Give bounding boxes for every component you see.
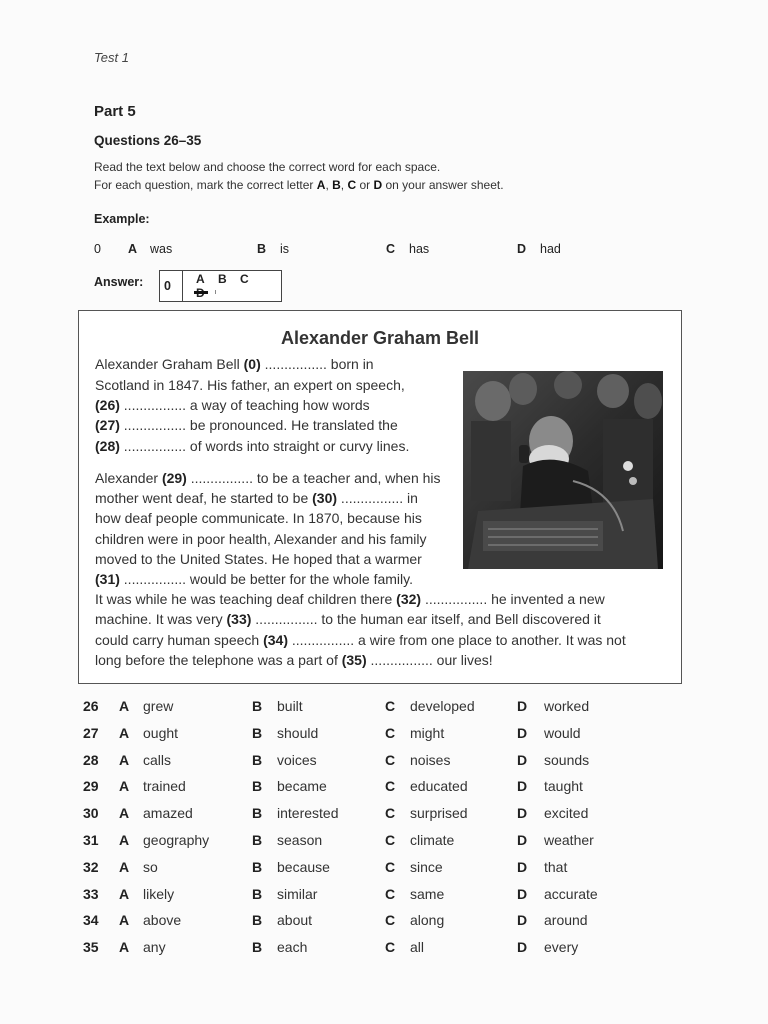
gap-number: (34): [263, 632, 288, 648]
option-letter: C: [385, 751, 396, 768]
option-letter: D: [517, 939, 528, 956]
option-word: weather: [544, 832, 594, 848]
article-text: could carry human speech: [95, 632, 264, 648]
answer-divider: [182, 271, 183, 301]
article-text: ................ our lives!: [366, 652, 493, 668]
gap-number: (27): [95, 417, 120, 433]
question-number: 30: [83, 805, 99, 822]
option-word: above: [143, 912, 182, 929]
option-word: similar: [277, 885, 318, 902]
answer-number: 0: [164, 279, 171, 293]
option-word: so: [143, 858, 158, 875]
answer-letter: C: [240, 272, 249, 286]
answer-letter: A: [196, 272, 205, 286]
article-line: [95, 356, 374, 372]
option-word: interested: [277, 805, 339, 822]
option-word: calls: [143, 751, 172, 768]
option-word: educated: [410, 778, 468, 795]
article-line: [95, 531, 427, 547]
part-title: Part 5: [94, 103, 136, 120]
photo-image: [463, 371, 663, 569]
article-line: [95, 652, 493, 668]
question-number: 26: [83, 698, 99, 714]
option-word: that: [544, 858, 568, 875]
answer-grid: [159, 270, 282, 302]
option-word: noises: [410, 751, 451, 768]
article-text: ................ to the human ear itself, and Bell discovered it: [251, 611, 601, 627]
question-row: [0, 859, 768, 881]
gap-number: (31): [95, 571, 120, 587]
example-number: 0: [94, 242, 101, 256]
question-row: [0, 778, 768, 800]
instruction-line-2: For each question, mark the correct letter A, B, C or D on your answer sheet.: [94, 178, 504, 192]
option-word: built: [277, 698, 303, 714]
example-label: Example:: [94, 212, 150, 226]
article-text: ................ a way of teaching how words: [119, 397, 370, 413]
question-number: 34: [83, 912, 99, 929]
question-number: 27: [83, 724, 99, 741]
answer-tick-b: [215, 290, 216, 294]
answer-letter: B: [218, 272, 227, 286]
option-word: amazed: [143, 805, 193, 822]
gap-number: (32): [396, 591, 422, 607]
article-text: ................ a wire from one place to another. It was not: [288, 632, 626, 648]
option-letter: A: [119, 832, 130, 848]
article-line: [95, 571, 413, 587]
option-word: developed: [410, 698, 475, 714]
option-letter: D: [517, 912, 528, 929]
option-letter: C: [385, 724, 396, 741]
article-line: [95, 490, 418, 506]
option-letter: B: [252, 912, 263, 929]
article-text: how deaf people communicate. In 1870, because his: [95, 510, 422, 526]
option-letter: C: [385, 698, 396, 714]
option-word: ought: [143, 724, 179, 741]
question-row: [0, 752, 768, 774]
option-letter: D: [517, 858, 528, 875]
article-text: ................ born in: [260, 356, 374, 372]
option-letter: D: [517, 698, 528, 714]
article-text: Alexander: [95, 470, 162, 486]
option-word: likely: [143, 885, 175, 902]
article-text: long before the telephone was a part of: [95, 652, 342, 668]
option-word: would: [544, 724, 581, 741]
question-number: 28: [83, 751, 99, 768]
article-line: [95, 397, 370, 413]
option-letter: D: [517, 832, 528, 848]
bell-telephone-photo: [463, 371, 663, 569]
gap-number: (33): [226, 611, 252, 627]
option-letter: C: [385, 885, 396, 902]
example-option-letter: A: [128, 242, 138, 256]
option-word: trained: [143, 778, 186, 795]
article-text: ................ of words into straight or curvy lines.: [119, 438, 410, 454]
example-option-letter: D: [517, 242, 527, 256]
page-header: Test 1: [94, 50, 129, 65]
article-line: [95, 470, 441, 486]
option-word: might: [410, 724, 445, 741]
article-line: [95, 591, 605, 607]
option-letter: D: [517, 778, 528, 795]
article-line: [95, 377, 405, 393]
option-letter: C: [385, 805, 396, 822]
example-option-word: was: [150, 242, 173, 256]
option-word: every: [544, 939, 579, 956]
question-number: 29: [83, 778, 99, 795]
option-letter: A: [119, 858, 130, 875]
option-word: around: [544, 912, 588, 929]
option-word: season: [277, 832, 323, 848]
option-word: about: [277, 912, 313, 929]
option-word: since: [410, 858, 443, 875]
article-text: children were in poor health, Alexander and his family: [95, 531, 427, 547]
option-letter: A: [119, 805, 130, 822]
option-word: excited: [544, 805, 589, 822]
question-number: 31: [83, 832, 99, 848]
gap-number: (26): [95, 397, 120, 413]
question-row: [0, 805, 768, 827]
article-line: [95, 611, 601, 627]
option-letter: D: [517, 751, 528, 768]
example-option-word: had: [540, 242, 561, 256]
option-letter: C: [385, 778, 396, 795]
option-letter: A: [119, 751, 130, 768]
option-word: accurate: [544, 885, 598, 902]
question-row: [0, 886, 768, 908]
question-row: [0, 912, 768, 934]
gap-number: (35): [341, 652, 367, 668]
option-word: climate: [410, 832, 455, 848]
example-option-word: is: [280, 242, 290, 256]
option-word: worked: [544, 698, 590, 714]
article-line: [95, 417, 398, 433]
question-number: 35: [83, 939, 99, 956]
option-letter: A: [119, 698, 130, 714]
article-text: ................ in: [337, 490, 418, 506]
article-text: Alexander Graham Bell: [95, 356, 244, 372]
instruction-line-1: Read the text below and choose the correct word for each space.: [94, 160, 441, 174]
article-text: ................ would be better for the whole family.: [119, 571, 413, 587]
option-letter: C: [385, 912, 396, 929]
option-letter: B: [252, 939, 263, 956]
option-word: any: [143, 939, 166, 956]
example-option-letter: B: [257, 242, 267, 256]
article-text: ................ to be a teacher and, when his: [186, 470, 441, 486]
option-word: geography: [143, 832, 210, 848]
gap-number: (28): [95, 438, 120, 454]
option-letter: B: [252, 858, 263, 875]
option-letter: D: [517, 805, 528, 822]
option-letter: D: [517, 885, 528, 902]
gap-number: (29): [161, 470, 187, 486]
gap-number: (0): [243, 356, 261, 372]
answer-label: Answer:: [94, 275, 144, 289]
option-letter: B: [252, 751, 263, 768]
option-letter: B: [252, 805, 263, 822]
article-text: moved to the United States. He hoped that a warmer: [95, 551, 422, 567]
option-letter: B: [252, 885, 263, 902]
option-letter: C: [385, 858, 396, 875]
option-letter: D: [517, 724, 528, 741]
answer-mark-a: [194, 291, 208, 294]
option-word: because: [277, 858, 330, 875]
question-row: [0, 939, 768, 961]
option-word: each: [277, 939, 308, 956]
option-letter: A: [119, 939, 130, 956]
option-word: same: [410, 885, 445, 902]
article-text: machine. It was very: [95, 611, 227, 627]
article-box: [78, 310, 682, 684]
option-letter: B: [252, 698, 263, 714]
article-text: ................ be pronounced. He translated the: [119, 417, 398, 433]
option-word: grew: [143, 698, 174, 714]
option-letter: C: [385, 832, 396, 848]
option-word: taught: [544, 778, 583, 795]
option-letter: A: [119, 885, 130, 902]
article-line: [95, 551, 422, 567]
option-letter: B: [252, 832, 263, 848]
question-number: 32: [83, 858, 99, 875]
option-letter: A: [119, 778, 130, 795]
question-row: [0, 832, 768, 854]
article-text: Scotland in 1847. His father, an expert on speech,: [95, 377, 405, 393]
question-number: 33: [83, 885, 99, 902]
option-letter: A: [119, 912, 130, 929]
option-letter: C: [385, 939, 396, 956]
question-range: Questions 26–35: [94, 133, 202, 148]
option-word: should: [277, 724, 319, 741]
option-word: sounds: [544, 751, 590, 768]
article-text: ................ he invented a new: [421, 591, 605, 607]
article-line: [95, 510, 422, 526]
answer-letters: [196, 272, 281, 300]
option-word: all: [410, 939, 425, 956]
option-word: voices: [277, 751, 317, 768]
example-option-word: has: [409, 242, 430, 256]
option-word: became: [277, 778, 327, 795]
gap-number: (30): [312, 490, 338, 506]
option-word: surprised: [410, 805, 468, 822]
article-text: It was while he was teaching deaf children there: [95, 591, 397, 607]
question-row: [0, 725, 768, 747]
article-title: Alexander Graham Bell: [280, 328, 480, 348]
option-letter: B: [252, 724, 263, 741]
article-text: mother went deaf, he started to be: [95, 490, 313, 506]
article-line: [95, 438, 409, 454]
option-letter: A: [119, 724, 130, 741]
option-word: along: [410, 912, 445, 929]
article-line: [95, 632, 626, 648]
option-letter: B: [252, 778, 263, 795]
question-row: [0, 698, 768, 720]
example-option-letter: C: [386, 242, 396, 256]
